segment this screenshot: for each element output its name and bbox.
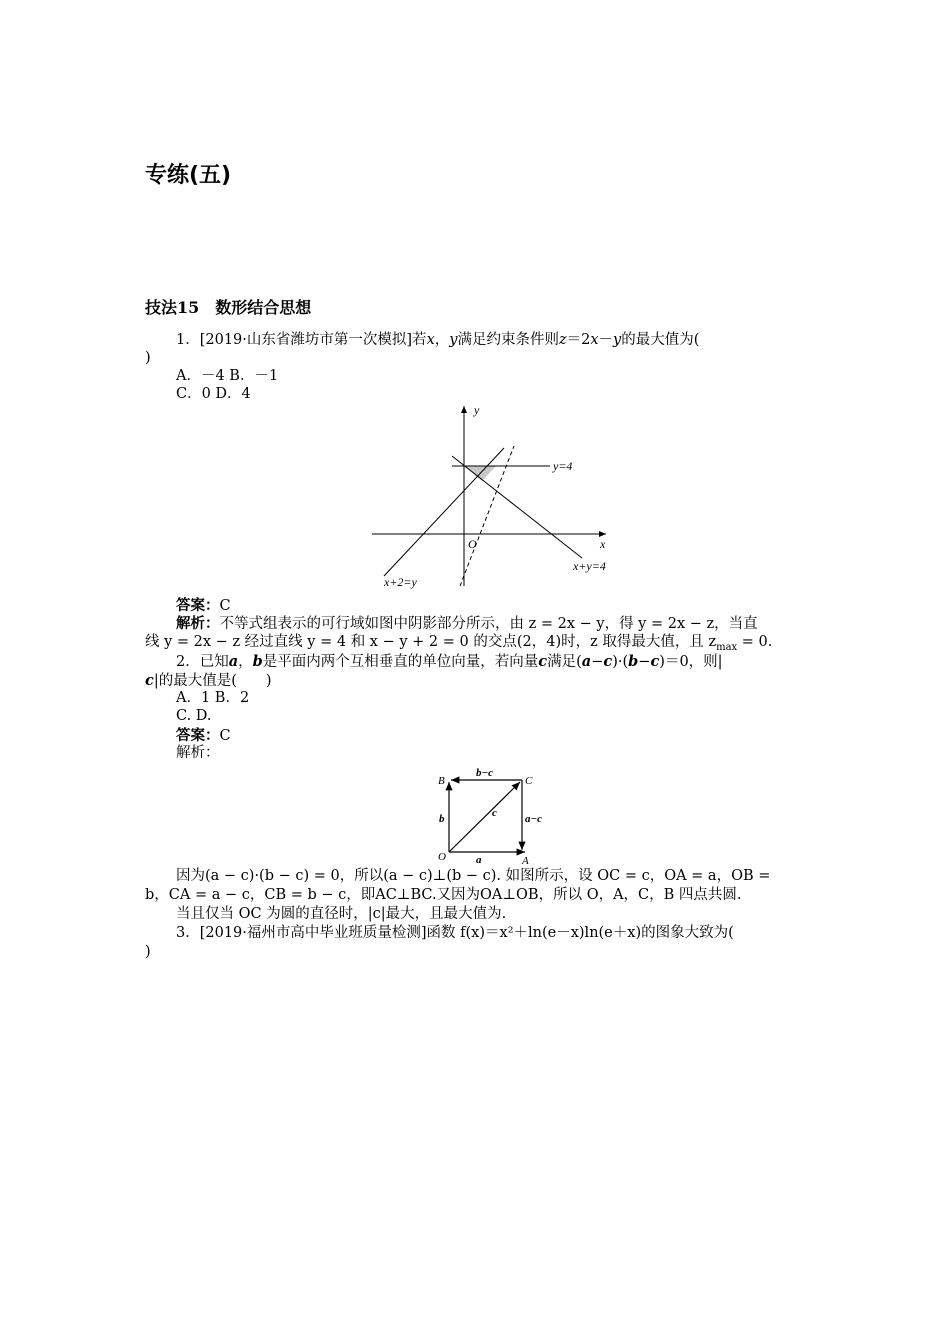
vector-figure (434, 766, 552, 866)
label-a: a (476, 854, 482, 866)
section-heading: 技法15 数形结合思想 (145, 298, 312, 317)
y-axis-label: y (474, 403, 480, 417)
line-x-plus-2-equals-y (384, 448, 504, 576)
label-a-minus-c: a−c (525, 813, 543, 825)
point-a-label: A (522, 855, 529, 866)
label-c: c (492, 807, 497, 819)
q2-stem-cont: c|的最大值是( ) (145, 672, 272, 689)
point-b-label: B (438, 775, 445, 787)
q2-explain-line2: b，CA = a − c，CB = b − c，即AC⊥BC.又因为OA⊥OB，所以 O，A，C，B 四点共圆. (145, 887, 742, 903)
y4-label: y=4 (553, 459, 573, 473)
q2-stem: 2．已知a，b是平面内两个互相垂直的单位向量，若向量c满足(a−c)·(b−c)＝0，则| (176, 653, 723, 670)
q1-analysis-line1: 解析：不等式组表示的可行域如图中阴影部分所示，由 z = 2x − y，得 y = 2x − z，当直 (176, 615, 758, 632)
q1-analysis-line2: 线 y = 2x − z 经过直线 y = 4 和 x − y + 2 = 0 的交点(2，4)时，z 取得最大值，且 $z_{max} = 0$. (145, 634, 773, 653)
origin-label: O (468, 537, 477, 551)
q1-stem: 1．[2019·山东省潍坊市第一次模拟]若x，y满足约束条件则z＝2x－y的最大值为( (176, 332, 700, 348)
label-b-minus-c: b−c (476, 767, 494, 779)
page-title: 专练(五) (145, 163, 232, 188)
x2y-label: x+2=y (384, 575, 417, 589)
q1-options-ab: A．－4 B．－1 (176, 368, 279, 384)
q2-explain-line3: 当且仅当 OC 为圆的直径时，|c|最大，且最大值为. (176, 906, 507, 922)
q2-answer: 答案：C (176, 727, 231, 744)
q2-analysis-label: 解析： (176, 745, 220, 761)
point-o-label: O (438, 851, 446, 863)
q2-options-cd: C. D. (176, 708, 212, 724)
q2-options-ab: A．1 B．2 (176, 690, 250, 706)
label-b: b (439, 813, 445, 825)
q2-explain-line1: 因为(a − c)·(b − c) = 0，所以(a − c)⊥(b − c). 如图所示，设 OC = c，OA = a，OB = (176, 868, 771, 884)
xy4-label: x+y=4 (573, 559, 606, 573)
x-axis-label: x (600, 537, 606, 551)
q1-stem-close: ) (145, 350, 151, 366)
vector-oc (449, 782, 520, 852)
q3-stem: 3．[2019·福州市高中毕业班质量检测]函数 f(x)＝x²＋ln(e－x)ln(e＋x)的图象大致为( (176, 925, 734, 941)
point-c-label: C (525, 775, 533, 787)
q3-stem-close: ) (145, 944, 151, 960)
q1-options-cd: C．0 D．4 (176, 386, 251, 402)
q1-answer: 答案：C (176, 597, 231, 614)
feasible-region-figure (368, 400, 618, 592)
